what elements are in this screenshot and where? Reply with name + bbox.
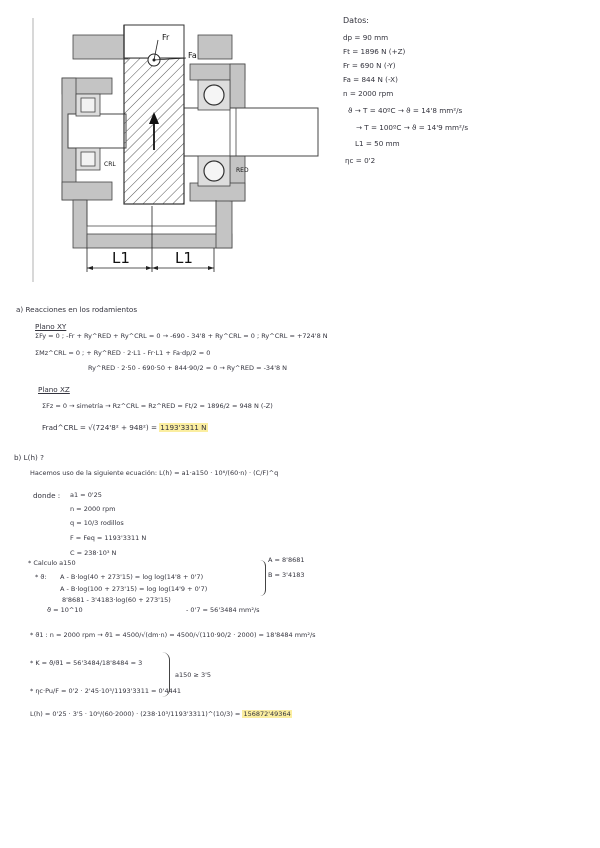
brace-ab <box>259 560 266 596</box>
calc-a150-heading: * Calculo a150 <box>28 559 76 567</box>
donde-label: donde : <box>33 491 61 500</box>
dim-left-label: L1 <box>112 249 130 267</box>
eq-sum-mz: ΣMz^CRL = 0 ; + Ry^RED · 2·L1 - Fr·L1 + Fa·dp/2 = 0 <box>35 349 211 357</box>
eq-sum-fz: ΣFz = 0 → simetría → Rz^CRL = Rz^RED = Ft/2 = 1896/2 = 948 N (-Z) <box>42 402 273 410</box>
datos-line: Ft = 1896 N (+Z) <box>343 47 406 56</box>
datos-line: → T = 100ºC → ϑ = 14'9 mm²/s <box>356 123 469 132</box>
crl-label: CRL <box>104 161 116 168</box>
var-line: q = 10/3 rodillos <box>70 519 124 527</box>
eq-v5: - 0'7 = 56'3484 mm²/s <box>186 606 260 614</box>
eq-a-value: A = 8'8681 <box>268 556 305 564</box>
final-life <box>30 711 292 718</box>
v-label: * ϑ: <box>35 573 47 581</box>
eq-ry-red: Ry^RED · 2·50 - 690·50 + 844·90/2 = 0 → Ry^RED = -34'8 N <box>88 364 288 372</box>
datos-line: ηc = 0'2 <box>345 156 376 165</box>
red-label: RED <box>236 167 249 174</box>
datos-line: dp = 90 mm <box>343 33 389 42</box>
eq-frad <box>42 424 208 431</box>
eq-v1: A - B·log(40 + 273'15) = log log(14'8 + 0'7) <box>60 573 204 581</box>
datos-title: Datos: <box>343 16 369 25</box>
shaft-assembly-drawing <box>0 0 340 290</box>
datos-line: Fa = 844 N (-X) <box>343 75 398 84</box>
dim-right-label: L1 <box>175 249 193 267</box>
var-line: C = 238·10³ N <box>70 549 117 557</box>
eq-sum-fy: ΣFy = 0 ; -Fr + Ry^RED + Ry^CRL = 0 → -690 - 34'8 + Ry^CRL = 0 ; Ry^CRL = +724'8 N <box>35 332 328 340</box>
life-equation-intro: Hacemos uso de la siguiente ecuación: L(h) = a1·a150 · 10⁶/(60·n) · (C/F)^q <box>30 469 279 477</box>
final-life-lhs: L(h) = 0'25 · 3'5 · 10⁶/(60·2000) · (238·10³/1193'3311)^(10/3) = <box>30 710 243 718</box>
var-line: a1 = 0'25 <box>70 491 102 499</box>
v1-calculation: * ϑ1 : n = 2000 rpm → ϑ1 = 4500/√(dm·n) = 4500/√(110·90/2 · 2000) = 18'8484 mm²/s <box>30 631 316 639</box>
k-calculation: * K = ϑ/ϑ1 = 56'3484/18'8484 = 3 <box>30 659 143 667</box>
part-b-heading: b) L(h) ? <box>14 453 44 462</box>
fa-label: Fa <box>188 51 197 60</box>
plano-xy-heading: Plano XY <box>35 322 67 331</box>
a150-result: a150 ≥ 3'5 <box>175 671 212 679</box>
datos-line: n = 2000 rpm <box>343 89 394 98</box>
datos-line: Fr = 690 N (-Y) <box>343 61 396 70</box>
fr-label: Fr <box>162 33 170 42</box>
part-a-heading: a) Reacciones en los rodamientos <box>16 305 138 314</box>
eq-v3: 8'8681 - 3'4183·log(60 + 273'15) <box>62 596 171 604</box>
plano-xz-heading: Plano XZ <box>38 385 70 394</box>
var-line: n = 2000 rpm <box>70 505 116 513</box>
pu-calculation: * ηc·Pu/F = 0'2 · 2'45·10³/1193'3311 = 0'4441 <box>30 687 182 695</box>
datos-line: ϑ → T = 40ºC → ϑ = 14'8 mm²/s <box>348 106 463 115</box>
eq-frad-lhs: Frad^CRL = √(724'8² + 948²) = <box>42 423 160 432</box>
eq-v4: ϑ = 10^10 <box>47 606 83 614</box>
drawing <box>0 0 340 290</box>
eq-b-value: B = 3'4183 <box>268 571 305 579</box>
datos-line: L1 = 50 mm <box>355 139 400 148</box>
var-line: F = Feq = 1193'3311 N <box>70 534 147 542</box>
final-life-result: 156872'49364 <box>243 710 291 718</box>
frad-result: 1193'3311 N <box>160 423 207 432</box>
eq-v2: A - B·log(100 + 273'15) = log log(14'9 + 0'7) <box>60 585 208 593</box>
